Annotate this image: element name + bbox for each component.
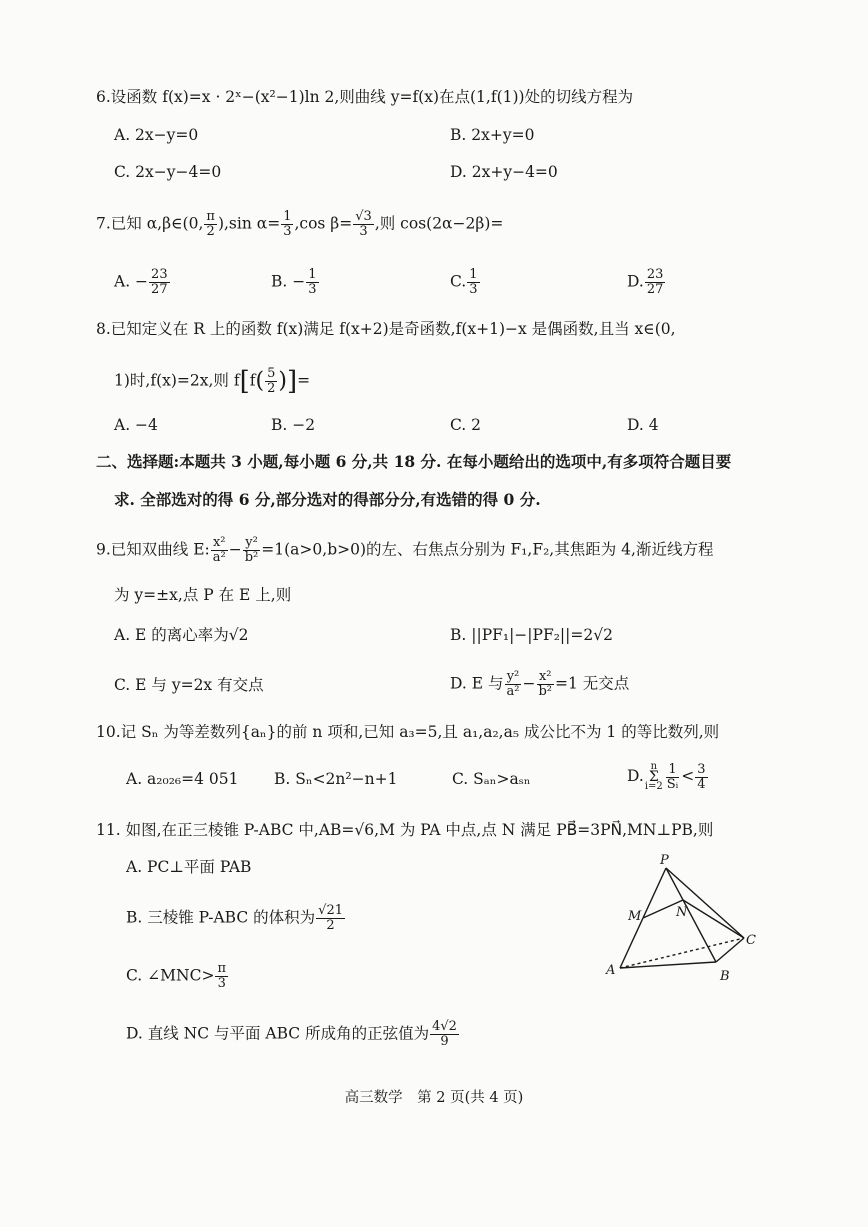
q7-c-frac — [467, 268, 479, 297]
q11-b-frac — [316, 904, 345, 933]
q9-option-a: A. E 的离心率为√2 — [114, 626, 249, 644]
q9-prefix: 9.已知双曲线 E: — [96, 540, 210, 559]
q7-stem — [96, 210, 503, 239]
q7-a-den: 27 — [151, 282, 168, 297]
segment-nc — [683, 900, 744, 938]
q8-paren-open: ( — [255, 368, 265, 394]
q8-bracket-close: ] — [286, 366, 298, 397]
q7-d-num: 23 — [646, 267, 664, 282]
label-n: N — [676, 905, 688, 920]
q8-five: 5 — [267, 366, 276, 381]
q11-d-frac — [430, 1020, 459, 1049]
q8-f-inner: f — [249, 371, 256, 390]
page-footer: 高三数学 第 2 页(共 4 页) — [344, 1090, 524, 1106]
section2-heading-line2: 求. 全部选对的得 6 分,部分选对的得部分分,有选错的得 0 分. — [114, 490, 541, 509]
q11-option-a: A. PC⊥平面 PAB — [126, 858, 252, 876]
q9-a2: a² — [212, 550, 226, 565]
q7-sqrt3: √3 — [355, 209, 372, 224]
q7-d-label: D. — [627, 272, 644, 291]
q6-option-b: B. 2x+y=0 — [450, 126, 535, 144]
q8-line2-prefix: 1)时,f(x)=2x,则 f — [114, 371, 240, 390]
q10-d-three-quarters — [695, 763, 707, 792]
q9-d-a2: a² — [506, 684, 520, 699]
q7-pi: π — [206, 209, 215, 224]
q10-d-sum: Σ — [648, 769, 659, 785]
q6-option-a: A. 2x−y=0 — [114, 126, 199, 144]
q7-b-num: 1 — [308, 267, 317, 282]
q9-x2-over-a2 — [211, 536, 228, 565]
q10-d-sum-bot: i=2 — [644, 781, 663, 792]
label-a: A — [606, 963, 616, 978]
q6-stem: 6.设函数 f(x)=x · 2ˣ−(x²−1)ln 2,则曲线 y=f(x)在点(1,f(1))处的切线方程为 — [96, 88, 634, 106]
q7-option-a — [114, 268, 171, 297]
q11-option-b — [126, 904, 346, 933]
q7-tail: ,则 cos(2α−2β)= — [374, 214, 504, 233]
q9-minus: − — [228, 540, 242, 559]
q11-b-num: √21 — [318, 903, 343, 918]
label-p: P — [660, 853, 669, 868]
q7-sin-text: ,sin α= — [224, 214, 281, 233]
q7-c-num: 1 — [469, 267, 478, 282]
q10-d-lt: < — [681, 767, 695, 785]
q8-line1: 8.已知定义在 R 上的函数 f(x)满足 f(x+2)是奇函数,f(x+1)−x 是偶函数,且当 x∈(0, — [96, 320, 676, 338]
q9-d-minus: − — [522, 674, 536, 693]
q11-c-frac — [215, 962, 228, 991]
q9-d-x2: x² — [538, 669, 552, 684]
q11-b-den: 2 — [326, 918, 335, 933]
q7-interval-open: (0, — [182, 214, 204, 233]
q10-d-sum-sign — [645, 762, 663, 792]
q11-d-den: 9 — [440, 1034, 449, 1049]
q7-cos-text: ,cos β= — [294, 214, 353, 233]
q7-sqrt3-over-3 — [353, 210, 374, 239]
q9-option-d — [450, 670, 629, 699]
q8-eq: = — [297, 371, 311, 390]
q7-option-d — [627, 268, 666, 297]
q10-option-c: C. Sₐₙ>aₛₙ — [452, 770, 531, 788]
q9-d-y2-over-a2 — [504, 670, 521, 699]
q7-b-frac — [306, 268, 318, 297]
q7-b-label: B. − — [271, 272, 306, 291]
q9-line2: 为 y=±x,点 P 在 E 上,则 — [114, 586, 292, 604]
q10-d-one: 1 — [668, 761, 677, 777]
q8-option-c: C. 2 — [450, 416, 482, 434]
q7-three-b: 3 — [359, 224, 368, 239]
q11-b-prefix: B. 三棱锥 P-ABC 的体积为 — [126, 908, 316, 927]
q6-option-c: C. 2x−y−4=0 — [114, 163, 222, 181]
q7-d-frac — [645, 268, 666, 297]
q9-b2: b² — [244, 550, 259, 565]
q7-one: 1 — [283, 209, 292, 224]
q8-paren-close: ) — [278, 368, 287, 394]
q8-option-a: A. −4 — [114, 416, 158, 434]
q7-c-den: 3 — [469, 282, 478, 297]
q11-d-num: 4√2 — [432, 1019, 457, 1034]
q8-line2 — [114, 367, 310, 396]
q9-d-b2: b² — [538, 684, 552, 699]
q9-x2: x² — [212, 535, 226, 550]
q11-option-d — [126, 1020, 460, 1049]
q6-option-d: D. 2x+y−4=0 — [450, 163, 558, 181]
q11-stem: 11. 如图,在正三棱锥 P-ABC 中,AB=√6,M 为 PA 中点,点 N 满足 PB⃗=3PN⃗,MN⊥PB,则 — [96, 821, 714, 839]
q8-two: 2 — [267, 381, 276, 396]
q11-option-c — [126, 962, 229, 991]
q7-three: 3 — [283, 224, 292, 239]
q7-option-b — [271, 268, 320, 297]
q11-c-den: 3 — [217, 976, 226, 991]
q11-c-num: π — [217, 961, 226, 976]
q9-d-prefix: D. E 与 — [450, 674, 504, 693]
q7-pi-over-2 — [204, 210, 217, 239]
q7-two: 2 — [206, 224, 215, 239]
q7-a-label: A. − — [114, 272, 149, 291]
q9-option-b: B. ||PF₁|−|PF₂||=2√2 — [450, 626, 613, 644]
q10-option-d — [627, 762, 709, 792]
q9-option-c: C. E 与 y=2x 有交点 — [114, 676, 264, 694]
q9-d-rest: =1 无交点 — [555, 674, 630, 693]
q7-a-num: 23 — [151, 267, 168, 282]
q10-d-three: 3 — [697, 761, 706, 777]
edge-bc — [716, 938, 744, 962]
q10-option-a: A. a₂₀₂₆=4 051 — [126, 770, 239, 788]
label-m: M — [628, 909, 642, 924]
q10-d-four: 4 — [697, 776, 706, 792]
q10-option-b: B. Sₙ<2n²−n+1 — [274, 770, 398, 788]
q7-option-c — [450, 268, 481, 297]
edge-pb — [666, 868, 716, 962]
q7-prefix: 7.已知 α,β∈ — [96, 214, 183, 233]
q9-d-y2: y² — [506, 669, 520, 684]
q7-a-frac — [149, 268, 170, 297]
q7-one-third — [281, 210, 293, 239]
q9-d-x2-over-b2 — [536, 670, 554, 699]
q9-rest: =1(a>0,b>0)的左、右焦点分别为 F₁,F₂,其焦距为 4,渐近线方程 — [261, 540, 714, 559]
q8-option-d: D. 4 — [627, 416, 659, 434]
q7-c-label: C. — [450, 272, 467, 291]
q9-y2: y² — [245, 535, 258, 550]
q11-c-prefix: C. ∠MNC> — [126, 966, 215, 985]
q9-y2-over-b2 — [243, 536, 261, 565]
q8-option-b: B. −2 — [271, 416, 316, 434]
q7-d-den: 27 — [646, 282, 664, 297]
pyramid-figure — [598, 850, 778, 990]
q10-stem: 10.记 Sₙ 为等差数列{aₙ}的前 n 项和,已知 a₃=5,且 a₁,a₂,a₅ 成公比不为 1 的等比数列,则 — [96, 723, 720, 741]
q8-five-halves — [265, 367, 277, 396]
q9-line1 — [96, 536, 713, 565]
q7-b-den: 3 — [308, 282, 317, 297]
q7-interval-close: ) — [217, 214, 224, 233]
label-b: B — [720, 969, 730, 984]
q10-d-label: D. — [627, 767, 644, 785]
q11-d-prefix: D. 直线 NC 与平面 ABC 所成角的正弦值为 — [126, 1024, 430, 1043]
q8-bracket-open: [ — [239, 366, 250, 397]
q10-d-si: Sᵢ — [666, 776, 679, 792]
label-c: C — [746, 933, 756, 948]
section2-heading-line1: 二、选择题:本题共 3 小题,每小题 6 分,共 18 分. 在每小题给出的选项中,有多项符合题目要 — [96, 452, 732, 471]
q10-d-sum-top: n — [650, 761, 658, 772]
q10-d-one-over-si — [665, 763, 681, 792]
